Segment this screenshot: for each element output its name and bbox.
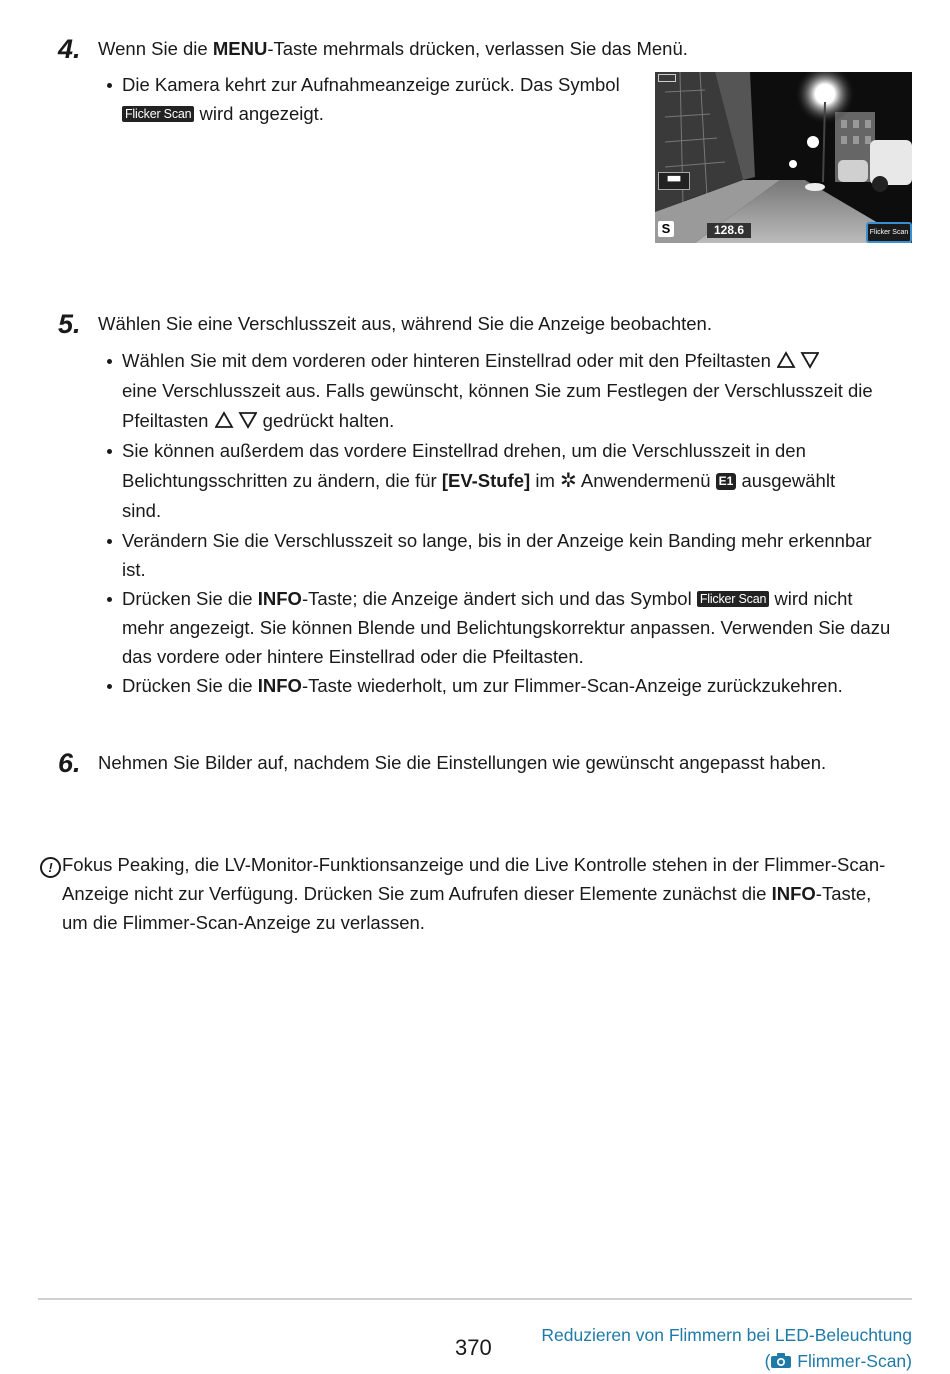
list-item [100, 526, 900, 584]
caution-note [62, 850, 917, 937]
flicker-scan-badge-icon: Flicker Scan [697, 591, 769, 607]
bullet-text: das vordere oder hintere Einstellrad oder die Pfeiltasten. [122, 646, 584, 667]
bullet-text: im [535, 470, 555, 491]
section-link-title[interactable]: Reduzieren von Flimmern bei LED-Beleuchtung [541, 1325, 912, 1345]
camera-screen-illustration [655, 72, 912, 243]
shutter-speed-value: 128.6 [707, 223, 751, 238]
list-item [100, 436, 900, 526]
note-text: Fokus Peaking, die LV-Monitor-Funktionsanzeige und die Live Kontrolle stehen in der Flimmer-Scan- [62, 854, 886, 875]
caution-icon: ! [40, 857, 61, 878]
note-text: Anzeige nicht zur Verfügung. Drücken Sie zum Aufrufen dieser Elemente zunächst die [62, 883, 772, 904]
bullet-text: ist. [122, 559, 146, 580]
bullet-text: Verändern Sie die Verschlusszeit so lange, bis in der Anzeige kein Banding mehr erkennbar [122, 530, 872, 551]
step-5-bullets [100, 346, 900, 700]
menu-key-label: MENU [212, 38, 268, 59]
bullet-text: Belichtungsschritten zu ändern, die für [122, 470, 437, 491]
step-4-bullet-text: Die Kamera kehrt zur Aufnahmeanzeige zurück. Das Symbol [122, 74, 620, 95]
info-key-label: INFO [257, 675, 302, 696]
link-paren: ( [764, 1351, 771, 1371]
list-item [100, 346, 900, 436]
note-text: -Taste, [815, 883, 872, 904]
list-item [100, 584, 900, 671]
section-link-subtitle[interactable]: Flimmer-Scan) [792, 1351, 912, 1371]
step-4-bullet-text-end: wird angezeigt. [199, 103, 324, 124]
info-key-label: INFO [771, 883, 816, 904]
step-4-bullets [100, 70, 640, 128]
bullet-text: wird nicht [774, 588, 853, 609]
bullet-text: Sie können außerdem das vordere Einstellrad drehen, um die Verschlusszeit in den [122, 440, 806, 461]
bullet-text: Pfeiltasten [122, 410, 209, 431]
bullet-text: ausgewählt [741, 470, 836, 491]
arrow-up-down-icon [215, 411, 257, 429]
step-4-text-pre: Wenn Sie die [98, 38, 213, 59]
step-4-number: 4. [58, 34, 81, 64]
bullet-text: -Taste wiederholt, um zur Flimmer-Scan-Anzeige zurückzukehren. [301, 675, 843, 696]
flicker-scan-indicator: Flicker Scan [866, 222, 912, 243]
gear-icon: ✲ [560, 470, 577, 492]
bullet-text: Wählen Sie mit dem vorderen oder hinteren Einstellrad oder mit den Pfeiltasten [122, 350, 771, 371]
bullet-text: mehr angezeigt. Sie können Blende und Belichtungskorrektur anpassen. Verwenden Sie dazu [122, 617, 891, 638]
shooting-mode-badge: S [658, 221, 674, 237]
bullet-text: eine Verschlusszeit aus. Falls gewünscht, können Sie zum Festlegen der Verschlusszeit die [122, 380, 873, 401]
step-6-text: Nehmen Sie Bilder auf, nachdem Sie die Einstellungen wie gewünscht angepasst haben. [98, 752, 827, 773]
footer-divider [38, 1298, 912, 1300]
night-street-scene [655, 72, 912, 243]
step-5-text: Wählen Sie eine Verschlusszeit aus, während Sie die Anzeige beobachten. [98, 313, 712, 334]
page-number: 370 [455, 1335, 492, 1360]
bullet-text: sind. [122, 500, 162, 521]
bullet-text: -Taste; die Anzeige ändert sich und das Symbol [301, 588, 692, 609]
step-4-text-post: -Taste mehrmals drücken, verlassen Sie das Menü. [267, 38, 688, 59]
info-key-label: INFO [257, 588, 302, 609]
camera-icon [770, 1352, 792, 1369]
e1-menu-badge-icon: E1 [716, 473, 737, 490]
bullet-text: gedrückt halten. [262, 410, 395, 431]
note-text: um die Flimmer-Scan-Anzeige zu verlassen. [62, 912, 425, 933]
bullet-text: Anwendermenü [580, 470, 711, 491]
list-item [100, 671, 900, 700]
bullet-text: Drücken Sie die [122, 675, 258, 696]
flicker-scan-badge-icon: Flicker Scan [122, 106, 194, 122]
step-6-number: 6. [58, 748, 81, 778]
bullet-text: Drücken Sie die [122, 588, 258, 609]
battery-icon [658, 74, 676, 82]
step-5-number: 5. [58, 309, 81, 339]
ev-step-label: [EV-Stufe] [441, 470, 531, 491]
section-link[interactable] [541, 1322, 912, 1374]
af-frame-icon: ▀▀ [658, 172, 690, 190]
list-item [100, 70, 640, 128]
step-4-text [98, 34, 688, 63]
arrow-up-down-icon [777, 351, 819, 369]
